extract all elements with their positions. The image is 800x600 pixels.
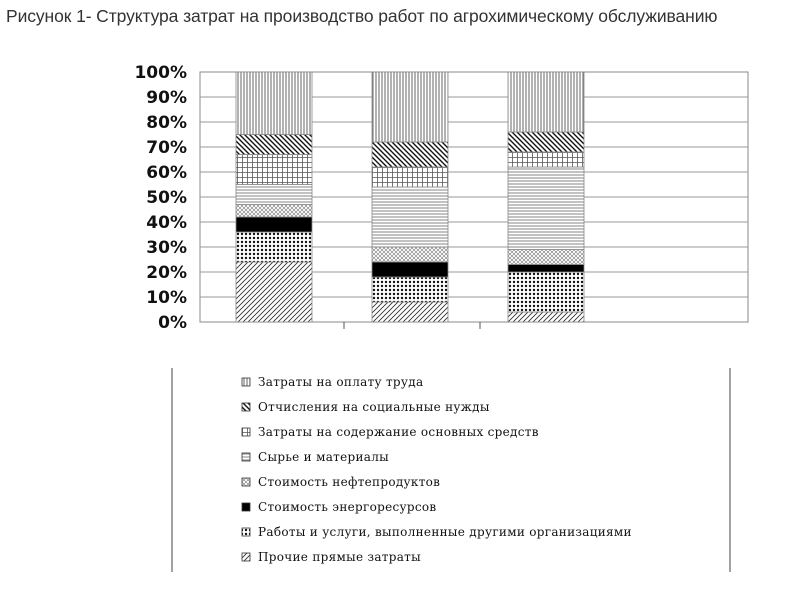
bar-segment — [508, 265, 584, 273]
legend-label: Прочие прямые затраты — [258, 550, 421, 564]
bar-segment — [508, 250, 584, 265]
bar-segment — [508, 132, 584, 152]
legend-item — [242, 425, 539, 439]
legend-label: Отчисления на социальные нужды — [258, 400, 490, 414]
legend-swatch — [242, 553, 250, 561]
legend-swatch — [242, 378, 250, 386]
y-tick-label: 40% — [146, 213, 187, 233]
y-tick-label: 60% — [146, 163, 187, 183]
y-tick-label: 100% — [134, 63, 187, 83]
legend-item — [242, 450, 389, 464]
bar-segment — [236, 155, 312, 185]
bar-segment — [372, 187, 448, 247]
legend-swatch — [242, 528, 250, 536]
legend-item — [242, 475, 440, 489]
legend-label: Сырье и материалы — [258, 450, 390, 464]
legend — [242, 375, 632, 564]
bars — [236, 72, 584, 322]
bar-segment — [508, 312, 584, 322]
bar-segment — [372, 72, 448, 142]
bar-segment — [236, 72, 312, 135]
legend-item — [242, 550, 421, 564]
bar-segment — [236, 205, 312, 218]
legend-label: Стоимость нефтепродуктов — [258, 475, 441, 489]
legend-item — [242, 400, 490, 414]
bar-segment — [236, 185, 312, 205]
y-tick-label: 80% — [146, 113, 187, 133]
bar-segment — [508, 272, 584, 312]
bar-segment — [508, 167, 584, 250]
bar-column-2 — [372, 72, 448, 322]
legend-item — [242, 375, 423, 389]
legend-swatch — [242, 478, 250, 486]
y-tick-label: 10% — [146, 288, 187, 308]
y-tick-label: 20% — [146, 263, 187, 283]
bar-segment — [372, 277, 448, 302]
legend-item — [242, 525, 632, 539]
bar-segment — [372, 247, 448, 262]
bar-segment — [236, 262, 312, 322]
bar-segment — [236, 135, 312, 155]
bar-segment — [372, 262, 448, 277]
y-tick-label: 0% — [158, 313, 187, 333]
bar-segment — [236, 217, 312, 232]
chart-title: Рисунок 1- Структура затрат на производство работ по агрохимическому обслуживанию — [6, 6, 718, 26]
legend-label: Затраты на содержание основных средств — [258, 425, 539, 439]
legend-item — [242, 500, 436, 514]
legend-swatch — [242, 503, 250, 511]
legend-label: Стоимость энергоресурсов — [258, 500, 437, 514]
y-tick-label: 90% — [146, 88, 187, 108]
y-tick-label: 30% — [146, 238, 187, 258]
bar-segment — [372, 167, 448, 187]
x-axis — [344, 322, 480, 329]
legend-swatch — [242, 428, 250, 436]
bar-segment — [236, 232, 312, 262]
legend-label: Работы и услуги, выполненные другими организациями — [258, 525, 632, 539]
bar-segment — [372, 302, 448, 322]
legend-label: Затраты на оплату труда — [258, 375, 424, 389]
bar-column-1 — [236, 72, 312, 322]
bar-segment — [372, 142, 448, 167]
legend-swatch — [242, 403, 250, 411]
y-tick-label: 70% — [146, 138, 187, 158]
y-axis-ticks — [134, 63, 187, 333]
y-tick-label: 50% — [146, 188, 187, 208]
bar-column-3 — [508, 72, 584, 322]
bar-segment — [508, 72, 584, 132]
legend-swatch — [242, 453, 250, 461]
bar-segment — [508, 152, 584, 167]
